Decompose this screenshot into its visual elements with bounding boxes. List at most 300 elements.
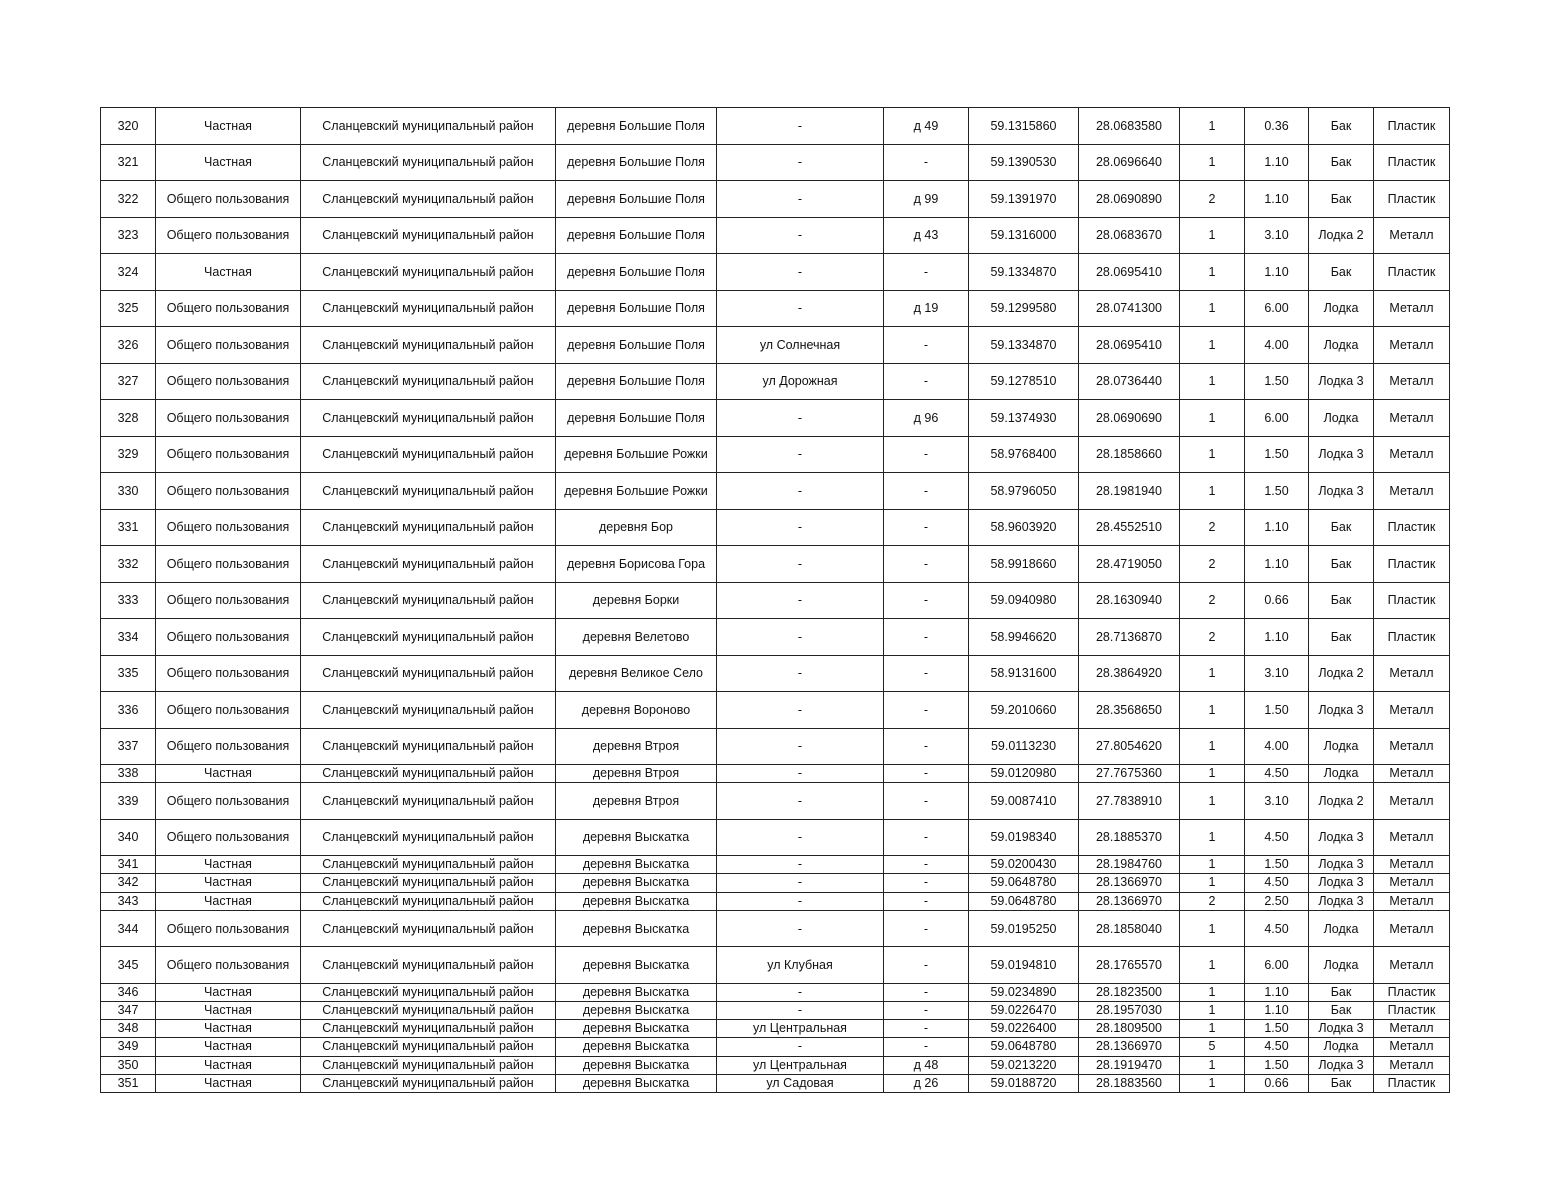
site-type-cell: Частная (156, 983, 301, 1001)
settlement-cell: деревня Большие Поля (556, 108, 717, 145)
container-type-cell: Лодка 2 (1309, 783, 1374, 820)
container-volume-cell: 4.50 (1245, 1038, 1309, 1056)
container-count-cell: 1 (1180, 765, 1245, 783)
row-number-cell: 346 (101, 983, 156, 1001)
house-cell: - (884, 1038, 969, 1056)
table-body (101, 108, 1450, 1093)
row-number-cell: 320 (101, 108, 156, 145)
container-count-cell: 1 (1180, 290, 1245, 327)
container-volume-cell: 1.50 (1245, 1020, 1309, 1038)
container-count-cell: 1 (1180, 1001, 1245, 1019)
district-cell: Сланцевский муниципальный район (301, 983, 556, 1001)
row-number-cell: 330 (101, 473, 156, 510)
latitude-cell: 59.0648780 (969, 1038, 1079, 1056)
site-type-cell: Общего пользования (156, 509, 301, 546)
material-cell: Пластик (1374, 509, 1450, 546)
container-volume-cell: 0.36 (1245, 108, 1309, 145)
container-count-cell: 1 (1180, 728, 1245, 765)
container-count-cell: 1 (1180, 217, 1245, 254)
table-row (101, 108, 1450, 145)
table-row (101, 655, 1450, 692)
district-cell: Сланцевский муниципальный район (301, 856, 556, 874)
latitude-cell: 59.0113230 (969, 728, 1079, 765)
longitude-cell: 28.1366970 (1079, 874, 1180, 892)
container-volume-cell: 4.50 (1245, 765, 1309, 783)
latitude-cell: 58.9796050 (969, 473, 1079, 510)
container-count-cell: 1 (1180, 363, 1245, 400)
house-cell: - (884, 910, 969, 947)
row-number-cell: 345 (101, 947, 156, 984)
row-number-cell: 326 (101, 327, 156, 364)
district-cell: Сланцевский муниципальный район (301, 947, 556, 984)
material-cell: Металл (1374, 363, 1450, 400)
settlement-cell: деревня Выскатка (556, 1001, 717, 1019)
house-cell: - (884, 509, 969, 546)
latitude-cell: 59.0087410 (969, 783, 1079, 820)
material-cell: Металл (1374, 400, 1450, 437)
site-type-cell: Общего пользования (156, 783, 301, 820)
house-cell: д 43 (884, 217, 969, 254)
row-number-cell: 338 (101, 765, 156, 783)
container-type-cell: Бак (1309, 144, 1374, 181)
house-cell: - (884, 619, 969, 656)
container-count-cell: 1 (1180, 655, 1245, 692)
site-type-cell: Общего пользования (156, 436, 301, 473)
longitude-cell: 28.1957030 (1079, 1001, 1180, 1019)
settlement-cell: деревня Выскатка (556, 983, 717, 1001)
settlement-cell: деревня Выскатка (556, 856, 717, 874)
row-number-cell: 350 (101, 1056, 156, 1074)
latitude-cell: 59.0213220 (969, 1056, 1079, 1074)
material-cell: Металл (1374, 783, 1450, 820)
latitude-cell: 59.0234890 (969, 983, 1079, 1001)
container-count-cell: 2 (1180, 181, 1245, 218)
container-type-cell: Бак (1309, 108, 1374, 145)
district-cell: Сланцевский муниципальный район (301, 473, 556, 510)
settlement-cell: деревня Выскатка (556, 819, 717, 856)
street-cell: - (717, 254, 884, 291)
latitude-cell: 59.0940980 (969, 582, 1079, 619)
settlement-cell: деревня Большие Поля (556, 254, 717, 291)
house-cell: - (884, 436, 969, 473)
latitude-cell: 58.9946620 (969, 619, 1079, 656)
settlement-cell: деревня Большие Рожки (556, 436, 717, 473)
latitude-cell: 59.0188720 (969, 1074, 1079, 1092)
material-cell: Металл (1374, 1038, 1450, 1056)
house-cell: - (884, 728, 969, 765)
container-volume-cell: 4.00 (1245, 728, 1309, 765)
site-type-cell: Общего пользования (156, 400, 301, 437)
material-cell: Металл (1374, 910, 1450, 947)
material-cell: Пластик (1374, 144, 1450, 181)
site-type-cell: Общего пользования (156, 473, 301, 510)
street-cell: - (717, 290, 884, 327)
settlement-cell: деревня Выскатка (556, 892, 717, 910)
container-count-cell: 1 (1180, 692, 1245, 729)
house-cell: - (884, 254, 969, 291)
district-cell: Сланцевский муниципальный район (301, 655, 556, 692)
material-cell: Пластик (1374, 108, 1450, 145)
house-cell: - (884, 947, 969, 984)
container-type-cell: Лодка 3 (1309, 473, 1374, 510)
table-row (101, 400, 1450, 437)
longitude-cell: 28.0683670 (1079, 217, 1180, 254)
street-cell: - (717, 655, 884, 692)
street-cell: - (717, 819, 884, 856)
longitude-cell: 28.7136870 (1079, 619, 1180, 656)
container-type-cell: Лодка (1309, 400, 1374, 437)
table-row (101, 619, 1450, 656)
street-cell: - (717, 436, 884, 473)
house-cell: - (884, 546, 969, 583)
container-count-cell: 1 (1180, 910, 1245, 947)
longitude-cell: 28.1981940 (1079, 473, 1180, 510)
material-cell: Металл (1374, 819, 1450, 856)
district-cell: Сланцевский муниципальный район (301, 144, 556, 181)
row-number-cell: 337 (101, 728, 156, 765)
district-cell: Сланцевский муниципальный район (301, 217, 556, 254)
container-count-cell: 1 (1180, 1074, 1245, 1092)
house-cell: д 26 (884, 1074, 969, 1092)
container-count-cell: 2 (1180, 546, 1245, 583)
container-type-cell: Лодка (1309, 765, 1374, 783)
table-row (101, 290, 1450, 327)
container-volume-cell: 6.00 (1245, 400, 1309, 437)
table-row (101, 144, 1450, 181)
site-type-cell: Частная (156, 1056, 301, 1074)
container-volume-cell: 6.00 (1245, 290, 1309, 327)
container-volume-cell: 1.10 (1245, 619, 1309, 656)
material-cell: Пластик (1374, 619, 1450, 656)
site-type-cell: Общего пользования (156, 327, 301, 364)
house-cell: д 96 (884, 400, 969, 437)
site-type-cell: Общего пользования (156, 619, 301, 656)
row-number-cell: 335 (101, 655, 156, 692)
house-cell: - (884, 874, 969, 892)
settlement-cell: деревня Бор (556, 509, 717, 546)
row-number-cell: 322 (101, 181, 156, 218)
longitude-cell: 28.0741300 (1079, 290, 1180, 327)
street-cell: - (717, 144, 884, 181)
container-count-cell: 1 (1180, 436, 1245, 473)
material-cell: Металл (1374, 327, 1450, 364)
longitude-cell: 28.1765570 (1079, 947, 1180, 984)
container-count-cell: 1 (1180, 874, 1245, 892)
longitude-cell: 28.1809500 (1079, 1020, 1180, 1038)
row-number-cell: 348 (101, 1020, 156, 1038)
table-row (101, 363, 1450, 400)
material-cell: Металл (1374, 1020, 1450, 1038)
street-cell: - (717, 546, 884, 583)
table-row (101, 582, 1450, 619)
container-count-cell: 1 (1180, 473, 1245, 510)
house-cell: - (884, 363, 969, 400)
house-cell: д 99 (884, 181, 969, 218)
settlement-cell: деревня Большие Поля (556, 327, 717, 364)
street-cell: ул Центральная (717, 1056, 884, 1074)
container-type-cell: Лодка (1309, 290, 1374, 327)
table-row (101, 509, 1450, 546)
container-volume-cell: 1.10 (1245, 546, 1309, 583)
table-row (101, 765, 1450, 783)
longitude-cell: 28.4719050 (1079, 546, 1180, 583)
site-type-cell: Частная (156, 1001, 301, 1019)
container-volume-cell: 1.10 (1245, 509, 1309, 546)
latitude-cell: 59.1278510 (969, 363, 1079, 400)
container-count-cell: 2 (1180, 619, 1245, 656)
container-type-cell: Бак (1309, 546, 1374, 583)
settlement-cell: деревня Выскатка (556, 1074, 717, 1092)
row-number-cell: 340 (101, 819, 156, 856)
latitude-cell: 59.1390530 (969, 144, 1079, 181)
site-type-cell: Общего пользования (156, 819, 301, 856)
row-number-cell: 332 (101, 546, 156, 583)
street-cell: - (717, 400, 884, 437)
container-count-cell: 2 (1180, 892, 1245, 910)
site-type-cell: Общего пользования (156, 947, 301, 984)
container-type-cell: Лодка (1309, 327, 1374, 364)
site-type-cell: Частная (156, 144, 301, 181)
container-type-cell: Бак (1309, 181, 1374, 218)
table-row (101, 892, 1450, 910)
settlement-cell: деревня Выскатка (556, 1020, 717, 1038)
district-cell: Сланцевский муниципальный район (301, 436, 556, 473)
street-cell: - (717, 874, 884, 892)
house-cell: д 48 (884, 1056, 969, 1074)
row-number-cell: 341 (101, 856, 156, 874)
longitude-cell: 28.1366970 (1079, 892, 1180, 910)
longitude-cell: 27.7675360 (1079, 765, 1180, 783)
district-cell: Сланцевский муниципальный район (301, 108, 556, 145)
house-cell: д 19 (884, 290, 969, 327)
container-count-cell: 2 (1180, 509, 1245, 546)
container-volume-cell: 1.10 (1245, 1001, 1309, 1019)
row-number-cell: 331 (101, 509, 156, 546)
site-type-cell: Частная (156, 765, 301, 783)
district-cell: Сланцевский муниципальный район (301, 1074, 556, 1092)
longitude-cell: 28.1885370 (1079, 819, 1180, 856)
street-cell: - (717, 765, 884, 783)
site-type-cell: Частная (156, 254, 301, 291)
material-cell: Пластик (1374, 983, 1450, 1001)
latitude-cell: 58.9918660 (969, 546, 1079, 583)
settlement-cell: деревня Борисова Гора (556, 546, 717, 583)
street-cell: ул Солнечная (717, 327, 884, 364)
district-cell: Сланцевский муниципальный район (301, 509, 556, 546)
district-cell: Сланцевский муниципальный район (301, 327, 556, 364)
longitude-cell: 28.4552510 (1079, 509, 1180, 546)
site-type-cell: Общего пользования (156, 728, 301, 765)
house-cell: - (884, 856, 969, 874)
street-cell: - (717, 983, 884, 1001)
registry-table (100, 107, 1450, 1093)
container-type-cell: Лодка 2 (1309, 217, 1374, 254)
container-volume-cell: 6.00 (1245, 947, 1309, 984)
site-type-cell: Частная (156, 892, 301, 910)
row-number-cell: 324 (101, 254, 156, 291)
row-number-cell: 321 (101, 144, 156, 181)
district-cell: Сланцевский муниципальный район (301, 254, 556, 291)
container-type-cell: Лодка 3 (1309, 892, 1374, 910)
district-cell: Сланцевский муниципальный район (301, 400, 556, 437)
house-cell: - (884, 783, 969, 820)
row-number-cell: 327 (101, 363, 156, 400)
table-row (101, 1001, 1450, 1019)
site-type-cell: Общего пользования (156, 655, 301, 692)
latitude-cell: 59.0198340 (969, 819, 1079, 856)
longitude-cell: 28.0695410 (1079, 254, 1180, 291)
longitude-cell: 28.0690890 (1079, 181, 1180, 218)
longitude-cell: 28.1984760 (1079, 856, 1180, 874)
settlement-cell: деревня Втроя (556, 728, 717, 765)
district-cell: Сланцевский муниципальный район (301, 874, 556, 892)
material-cell: Металл (1374, 217, 1450, 254)
container-type-cell: Бак (1309, 1001, 1374, 1019)
longitude-cell: 28.1858040 (1079, 910, 1180, 947)
latitude-cell: 59.1334870 (969, 327, 1079, 364)
house-cell: - (884, 765, 969, 783)
container-volume-cell: 1.10 (1245, 983, 1309, 1001)
house-cell: - (884, 327, 969, 364)
material-cell: Металл (1374, 874, 1450, 892)
container-volume-cell: 4.50 (1245, 819, 1309, 856)
container-volume-cell: 1.50 (1245, 856, 1309, 874)
container-type-cell: Лодка 3 (1309, 874, 1374, 892)
material-cell: Металл (1374, 473, 1450, 510)
material-cell: Пластик (1374, 181, 1450, 218)
row-number-cell: 347 (101, 1001, 156, 1019)
container-volume-cell: 3.10 (1245, 783, 1309, 820)
table-row (101, 473, 1450, 510)
settlement-cell: деревня Большие Рожки (556, 473, 717, 510)
site-type-cell: Частная (156, 874, 301, 892)
longitude-cell: 27.8054620 (1079, 728, 1180, 765)
longitude-cell: 28.1883560 (1079, 1074, 1180, 1092)
table-row (101, 874, 1450, 892)
container-volume-cell: 3.10 (1245, 217, 1309, 254)
longitude-cell: 27.7838910 (1079, 783, 1180, 820)
container-count-cell: 1 (1180, 144, 1245, 181)
district-cell: Сланцевский муниципальный район (301, 819, 556, 856)
street-cell: - (717, 582, 884, 619)
container-count-cell: 1 (1180, 108, 1245, 145)
container-type-cell: Лодка 3 (1309, 819, 1374, 856)
table-row (101, 947, 1450, 984)
container-volume-cell: 0.66 (1245, 1074, 1309, 1092)
district-cell: Сланцевский муниципальный район (301, 1020, 556, 1038)
table-row (101, 181, 1450, 218)
container-type-cell: Бак (1309, 619, 1374, 656)
material-cell: Пластик (1374, 254, 1450, 291)
site-type-cell: Общего пользования (156, 363, 301, 400)
container-type-cell: Лодка 3 (1309, 436, 1374, 473)
row-number-cell: 339 (101, 783, 156, 820)
house-cell: - (884, 892, 969, 910)
latitude-cell: 59.1391970 (969, 181, 1079, 218)
site-type-cell: Общего пользования (156, 582, 301, 619)
container-volume-cell: 1.50 (1245, 692, 1309, 729)
district-cell: Сланцевский муниципальный район (301, 546, 556, 583)
house-cell: - (884, 582, 969, 619)
district-cell: Сланцевский муниципальный район (301, 765, 556, 783)
material-cell: Металл (1374, 1056, 1450, 1074)
street-cell: - (717, 108, 884, 145)
settlement-cell: деревня Выскатка (556, 910, 717, 947)
latitude-cell: 59.0648780 (969, 874, 1079, 892)
container-count-cell: 1 (1180, 856, 1245, 874)
longitude-cell: 28.1366970 (1079, 1038, 1180, 1056)
street-cell: - (717, 1001, 884, 1019)
longitude-cell: 28.1858660 (1079, 436, 1180, 473)
longitude-cell: 28.0683580 (1079, 108, 1180, 145)
container-count-cell: 1 (1180, 400, 1245, 437)
table-row (101, 692, 1450, 729)
latitude-cell: 59.1316000 (969, 217, 1079, 254)
street-cell: - (717, 892, 884, 910)
container-count-cell: 1 (1180, 254, 1245, 291)
settlement-cell: деревня Борки (556, 582, 717, 619)
container-volume-cell: 1.50 (1245, 436, 1309, 473)
site-type-cell: Частная (156, 1020, 301, 1038)
container-volume-cell: 1.50 (1245, 1056, 1309, 1074)
site-type-cell: Общего пользования (156, 546, 301, 583)
district-cell: Сланцевский муниципальный район (301, 1001, 556, 1019)
settlement-cell: деревня Большие Поля (556, 217, 717, 254)
latitude-cell: 58.9603920 (969, 509, 1079, 546)
container-type-cell: Лодка 2 (1309, 655, 1374, 692)
material-cell: Металл (1374, 436, 1450, 473)
table-row (101, 436, 1450, 473)
house-cell: - (884, 1020, 969, 1038)
row-number-cell: 329 (101, 436, 156, 473)
settlement-cell: деревня Великое Село (556, 655, 717, 692)
settlement-cell: деревня Вороново (556, 692, 717, 729)
container-volume-cell: 2.50 (1245, 892, 1309, 910)
latitude-cell: 59.0120980 (969, 765, 1079, 783)
latitude-cell: 59.1299580 (969, 290, 1079, 327)
table-row (101, 327, 1450, 364)
house-cell: - (884, 819, 969, 856)
container-count-cell: 1 (1180, 983, 1245, 1001)
row-number-cell: 336 (101, 692, 156, 729)
street-cell: - (717, 509, 884, 546)
settlement-cell: деревня Втроя (556, 783, 717, 820)
container-volume-cell: 1.10 (1245, 254, 1309, 291)
street-cell: ул Дорожная (717, 363, 884, 400)
table-row (101, 254, 1450, 291)
district-cell: Сланцевский муниципальный район (301, 582, 556, 619)
row-number-cell: 333 (101, 582, 156, 619)
settlement-cell: деревня Большие Поля (556, 363, 717, 400)
latitude-cell: 59.2010660 (969, 692, 1079, 729)
settlement-cell: деревня Велетово (556, 619, 717, 656)
site-type-cell: Частная (156, 1074, 301, 1092)
container-count-cell: 1 (1180, 819, 1245, 856)
district-cell: Сланцевский муниципальный район (301, 363, 556, 400)
street-cell: - (717, 1038, 884, 1056)
settlement-cell: деревня Выскатка (556, 947, 717, 984)
latitude-cell: 59.0226470 (969, 1001, 1079, 1019)
street-cell: ул Центральная (717, 1020, 884, 1038)
house-cell: - (884, 144, 969, 181)
container-count-cell: 1 (1180, 947, 1245, 984)
row-number-cell: 351 (101, 1074, 156, 1092)
street-cell: ул Клубная (717, 947, 884, 984)
material-cell: Пластик (1374, 582, 1450, 619)
longitude-cell: 28.1823500 (1079, 983, 1180, 1001)
table-row (101, 1056, 1450, 1074)
row-number-cell: 344 (101, 910, 156, 947)
